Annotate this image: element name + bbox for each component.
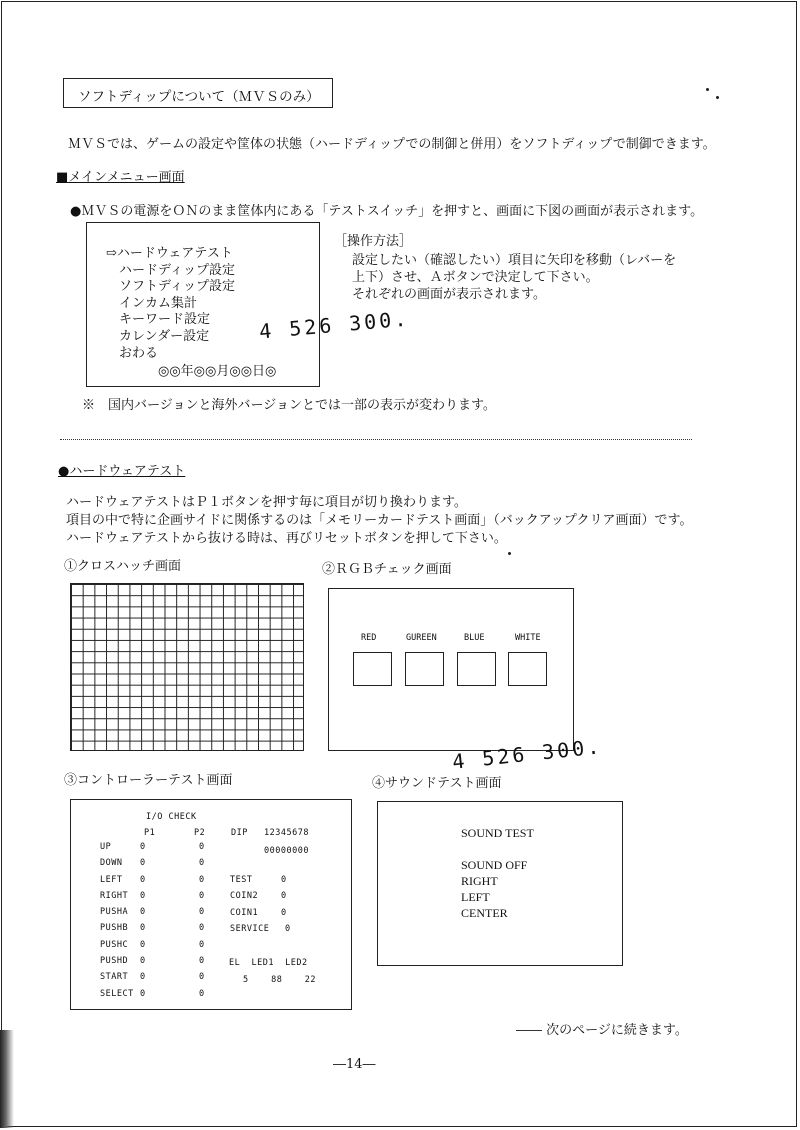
menu-item: おわる: [119, 345, 159, 361]
table-row: SELECT 0 0: [100, 988, 205, 999]
page-number: ―14―: [333, 1057, 376, 1072]
scan-shadow: [0, 1030, 14, 1128]
operation-heading: ［操作方法］: [334, 234, 413, 249]
list-item: COIN2 0: [230, 891, 287, 902]
controller-caption: ③コントローラーテスト画面: [64, 773, 233, 788]
main-menu-heading-text: メインメニュー画面: [68, 170, 185, 185]
menu-item: インカム集計: [119, 295, 198, 311]
controller-side-values: [230, 875, 291, 940]
menu-item: キーワード設定: [119, 312, 211, 328]
io-check-title: I/O CHECK: [146, 812, 197, 822]
sound-caption: ④サウンドテスト画面: [372, 776, 502, 791]
sound-line: CENTER: [461, 906, 508, 920]
menu-item: カレンダー設定: [119, 328, 210, 344]
sound-test-lines: [461, 825, 534, 921]
version-note: ※ 国内バージョンと海外バージョンとでは一部の表示が変わります。: [82, 398, 496, 413]
list-item: TEST 0: [230, 875, 287, 885]
green-swatch: [405, 652, 444, 686]
rgb-caption: ②ＲＧＢチェック画面: [322, 562, 452, 577]
continue-note: ―― 次のページに続きます。: [516, 1023, 688, 1038]
table-row: UP 0 0: [100, 842, 205, 852]
table-row: LEFT 0 0: [100, 874, 205, 885]
led-header: EL LED1 LED2: [229, 958, 308, 968]
rgb-label-red: RED: [361, 633, 377, 643]
arrow-right-icon: ⇨: [106, 246, 117, 261]
sound-line: SOUND TEST: [461, 826, 534, 840]
hardware-test-text: ハードウェアテストはＰ１ボタンを押す毎に項目が切り換わります。 項目の中で特に企画サイドに関係するのは「メモリーカードテスト画面」（バックアップクリア画面）です。 ハードウェアテストから抜ける時は、再びリセットボタンを押して下さい。: [66, 495, 693, 546]
square-icon: ■: [56, 170, 69, 185]
main-menu-heading: [56, 166, 185, 185]
table-row: RIGHT 0 0: [100, 890, 205, 901]
table-row: PUSHB 0 0: [100, 923, 205, 934]
crosshatch-caption: ①クロスハッチ画面: [64, 559, 182, 574]
list-item: COIN1 0: [230, 907, 287, 918]
handwritten-number: 4 526 300.: [258, 306, 411, 344]
menu-date-line: ◎◎年◎◎月◎◎日◎: [158, 364, 277, 379]
sound-line: LEFT: [461, 890, 490, 904]
sound-line: SOUND OFF: [461, 858, 528, 872]
red-swatch: [353, 652, 392, 686]
table-row: PUSHA 0 0: [100, 907, 205, 918]
rgb-label-white: WHITE: [515, 633, 541, 643]
page-title: ソフトディップについて（ＭＶＳのみ）: [78, 89, 320, 105]
scan-speck: [706, 88, 709, 91]
sound-line: [461, 841, 534, 857]
menu-item: ソフトディップ設定: [119, 279, 235, 295]
p1-header: P1: [144, 828, 156, 838]
controller-rows: [100, 842, 205, 1005]
table-row: START 0 0: [100, 972, 205, 983]
rgb-label-green: GUREEN: [406, 633, 437, 643]
handwritten-number-2: 4 526 300.: [451, 734, 604, 774]
table-row: PUSHD 0 0: [100, 956, 205, 967]
main-menu-instruction: ●ＭＶＳの電源をＯＮのまま筐体内にある「テストスイッチ」を押すと、画面に下図の画面が表示されます。: [70, 204, 704, 219]
p2-header: P2: [194, 828, 206, 838]
dip-digits: 12345678: [264, 828, 309, 838]
led-values: 5 88 22: [243, 975, 317, 985]
crosshatch-grid: [70, 583, 304, 751]
table-row: PUSHC 0 0: [100, 939, 205, 950]
table-row: DOWN 0 0: [100, 858, 205, 869]
dip-values: 00000000: [264, 846, 309, 856]
operation-text: 設定したい（確認したい）項目に矢印を移動（レバーを 上下）させ、Ａボタンで決定して下さい。 それぞれの画面が表示されます。: [352, 253, 677, 302]
list-item: SERVICE 0: [230, 923, 291, 934]
scan-speck: [508, 552, 511, 555]
intro-text: ＭＶＳでは、ゲームの設定や筐体の状態（ハードディップでの制御と併用）をソフトディップで制御できます。: [68, 137, 716, 152]
sound-line: RIGHT: [461, 874, 498, 888]
scan-speck: [716, 96, 719, 99]
dip-label: DIP: [231, 828, 248, 838]
section-divider: [60, 439, 692, 440]
blue-swatch: [457, 652, 496, 686]
menu-item: ⇨ハードウェアテスト: [106, 246, 233, 261]
rgb-label-blue: BLUE: [464, 633, 485, 643]
hardware-test-heading: ●ハードウェアテスト: [58, 464, 186, 479]
menu-list: [106, 246, 235, 362]
white-swatch: [508, 652, 547, 686]
menu-item: ハードディップ設定: [119, 262, 235, 278]
